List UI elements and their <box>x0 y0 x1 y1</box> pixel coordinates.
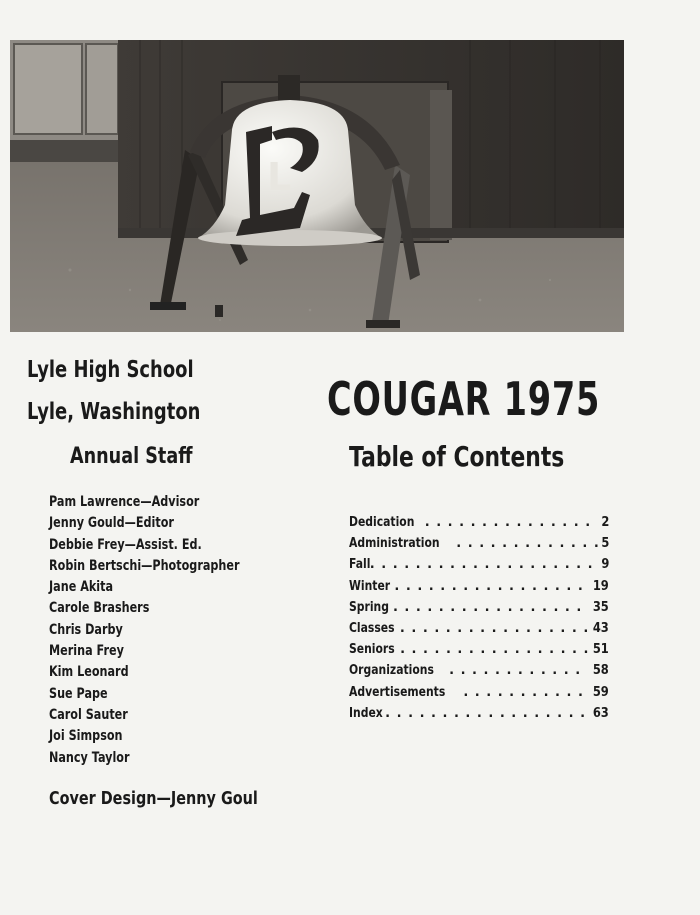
toc-section: Index <box>349 704 383 721</box>
toc-entry[interactable] <box>349 533 609 554</box>
bell-icon <box>10 40 624 332</box>
toc-leader <box>443 660 588 681</box>
bell-photo <box>10 40 624 332</box>
toc-entry[interactable] <box>349 597 609 618</box>
yearbook-title: COUGAR 1975 <box>327 372 601 426</box>
toc-entry[interactable] <box>349 703 609 724</box>
staff-member: Joi Simpson <box>49 728 123 745</box>
toc-entry[interactable] <box>349 576 609 597</box>
toc-section: Winter <box>349 577 391 594</box>
toc-leader <box>450 533 597 554</box>
toc-leader <box>457 682 588 703</box>
toc-section: Seniors <box>349 641 395 658</box>
staff-member: Pam Lawrence—Advisor <box>49 494 200 510</box>
toc-entry[interactable] <box>349 554 609 575</box>
toc-section: Classes <box>349 619 395 636</box>
toc-leader <box>419 512 598 533</box>
cover-credit: Cover Design—Jenny Goul <box>49 788 258 809</box>
toc-page: 35 <box>593 598 609 615</box>
toc-leader <box>388 576 588 597</box>
toc-entry[interactable] <box>349 639 609 660</box>
toc-section: Dedication <box>349 514 415 530</box>
staff-member: Jane Akita <box>49 579 114 596</box>
toc-leader <box>394 618 588 639</box>
staff-heading: Annual Staff <box>70 444 193 469</box>
toc-page: 5 <box>601 535 609 552</box>
toc-entry[interactable] <box>349 660 609 681</box>
staff-member: Robin Bertschi—Photographer <box>49 557 240 574</box>
toc-page: 9 <box>601 556 609 573</box>
school-city: Lyle, Washington <box>27 399 201 425</box>
toc-heading: Table of Contents <box>349 440 565 473</box>
staff-member: Debbie Frey—Assist. Ed. <box>49 536 202 553</box>
staff-member: Nancy Taylor <box>49 749 130 766</box>
staff-member: Jenny Gould—Editor <box>49 515 174 532</box>
toc-section: Administration <box>349 535 440 552</box>
toc-page: 59 <box>593 683 609 700</box>
toc-page: 43 <box>593 619 609 636</box>
toc-page: 19 <box>593 577 609 594</box>
staff-member: Carol Sauter <box>49 706 128 723</box>
toc-section: Advertisements <box>349 683 446 700</box>
bell-letter: L <box>267 155 292 199</box>
staff-member: Chris Darby <box>49 621 123 638</box>
school-name: Lyle High School <box>27 357 194 383</box>
toc-page: 51 <box>593 641 609 658</box>
toc-entry[interactable] <box>349 682 609 703</box>
staff-member: Kim Leonard <box>49 664 129 681</box>
toc-section: Fall <box>349 556 371 573</box>
staff-member: Sue Pape <box>49 685 108 702</box>
toc-leader <box>364 554 598 575</box>
table-of-contents <box>349 512 609 724</box>
staff-member: Merina Frey <box>49 643 124 660</box>
toc-page: 58 <box>593 662 609 679</box>
toc-leader <box>379 703 588 724</box>
toc-section: Organizations <box>349 662 434 679</box>
staff-member: Carole Brashers <box>49 600 150 617</box>
staff-list <box>49 492 287 769</box>
toc-leader <box>387 597 588 618</box>
toc-leader <box>394 639 588 660</box>
toc-page: 2 <box>601 514 609 530</box>
toc-entry[interactable] <box>349 618 609 639</box>
toc-entry[interactable] <box>349 512 609 533</box>
toc-section: Spring <box>349 598 389 615</box>
toc-page: 63 <box>593 704 609 721</box>
